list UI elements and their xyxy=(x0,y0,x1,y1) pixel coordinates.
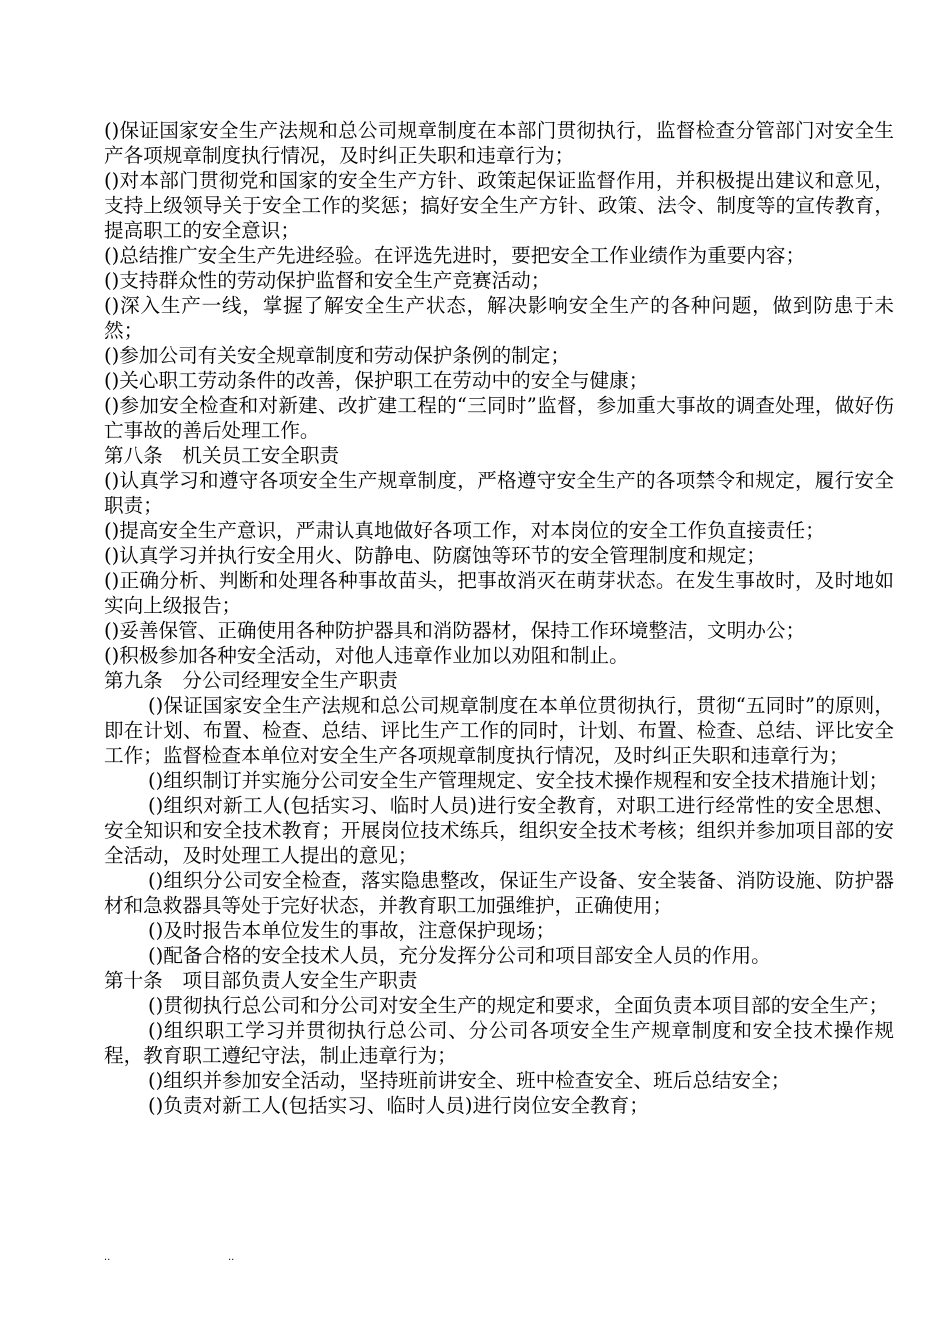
list-item: ()总结推广安全生产先进经验。在评选先进时，要把安全工作业绩作为重要内容； xyxy=(104,244,806,267)
list-item: ()对本部门贯彻党和国家的安全生产方针、政策起保证监督作用，并积极提出建议和意见，支持上级领导关于安全工作的奖惩；搞好安全生产方针、政策、法令、制度等的宣传教育，提高职工的安全意识； xyxy=(104,169,894,242)
list-item: ()深入生产一线，掌握了解安全生产状态，解决影响安全生产的各种问题，做到防患于未然； xyxy=(104,294,894,342)
list-item: ()参加公司有关安全规章制度和劳动保护条例的制定； xyxy=(104,344,570,367)
list-item: ()正确分析、判断和处理各种事故苗头，把事故消灭在萌芽状态。在发生事故时，及时地如实向上级报告； xyxy=(104,569,894,617)
list-item: ()及时报告本单位发生的事故，注意保护现场； xyxy=(148,919,556,942)
list-item: ()组织制订并实施分公司安全生产管理规定、安全技术操作规程和安全技术措施计划； xyxy=(148,769,889,792)
footer-left-mark: .. xyxy=(104,1252,111,1263)
list-item: ()组织并参加安全活动，坚持班前讲安全、班中检查安全、班后总结安全； xyxy=(148,1069,791,1092)
list-item: ()认真学习和遵守各项安全生产规章制度，严格遵守安全生产的各项禁令和规定，履行安全职责； xyxy=(104,469,894,517)
section-heading: 第十条 项目部负责人安全生产职责 xyxy=(104,969,418,992)
list-item: ()提高安全生产意识，严肃认真地做好各项工作，对本岗位的安全工作负直接责任； xyxy=(104,519,825,542)
list-item: ()负责对新工人(包括实习、临时人员)进行岗位安全教育； xyxy=(148,1094,649,1117)
list-item: ()组织对新工人(包括实习、临时人员)进行安全教育，对职工进行经常性的安全思想、安全知识和安全技术教育；开展岗位技术练兵，组织安全技术考核；组织并参加项目部的安全活动，及时处理工人提出的意见； xyxy=(104,794,894,867)
list-item: ()参加安全检查和对新建、改扩建工程的“三同时”监督，参加重大事故的调查处理，做好伤亡事故的善后处理工作。 xyxy=(104,394,894,442)
list-item: ()认真学习并执行安全用火、防静电、防腐蚀等环节的安全管理制度和规定； xyxy=(104,544,766,567)
list-item: ()妥善保管、正确使用各种防护器具和消防器材，保持工作环境整洁，文明办公； xyxy=(104,619,806,642)
list-item: ()贯彻执行总公司和分公司对安全生产的规定和要求，全面负责本项目部的安全生产； xyxy=(148,994,889,1017)
footer-right-mark: .. xyxy=(228,1252,235,1263)
list-item: ()积极参加各种安全活动，对他人违章作业加以劝阻和制止。 xyxy=(104,644,629,667)
list-item: ()配备合格的安全技术人员，充分发挥分公司和项目部安全人员的作用。 xyxy=(148,944,771,967)
section-heading: 第九条 分公司经理安全生产职责 xyxy=(104,669,398,692)
list-item: ()保证国家安全生产法规和总公司规章制度在本部门贯彻执行，监督检查分管部门对安全生产各项规章制度执行情况，及时纠正失职和违章行为； xyxy=(104,119,894,167)
list-item: ()支持群众性的劳动保护监督和安全生产竞赛活动； xyxy=(104,269,551,292)
list-item: ()保证国家安全生产法规和总公司规章制度在本单位贯彻执行，贯彻“五同时”的原则，即在计划、布置、检查、总结、评比生产工作的同时，计划、布置、检查、总结、评比安全工作；监督检查本单位对安全生产各项规章制度执行情况，及时纠正失职和违章行为； xyxy=(104,694,894,767)
list-item: ()关心职工劳动条件的改善，保护职工在劳动中的安全与健康； xyxy=(104,369,649,392)
section-heading: 第八条 机关员工安全职责 xyxy=(104,444,340,467)
document-body xyxy=(104,118,894,1118)
list-item: ()组织职工学习并贯彻执行总公司、分公司各项安全生产规章制度和安全技术操作规程，教育职工遵纪守法，制止违章行为； xyxy=(104,1019,894,1067)
list-item: ()组织分公司安全检查，落实隐患整改，保证生产设备、安全装备、消防设施、防护器材和急救器具等处于完好状态，并教育职工加强维护，正确使用； xyxy=(104,869,894,917)
